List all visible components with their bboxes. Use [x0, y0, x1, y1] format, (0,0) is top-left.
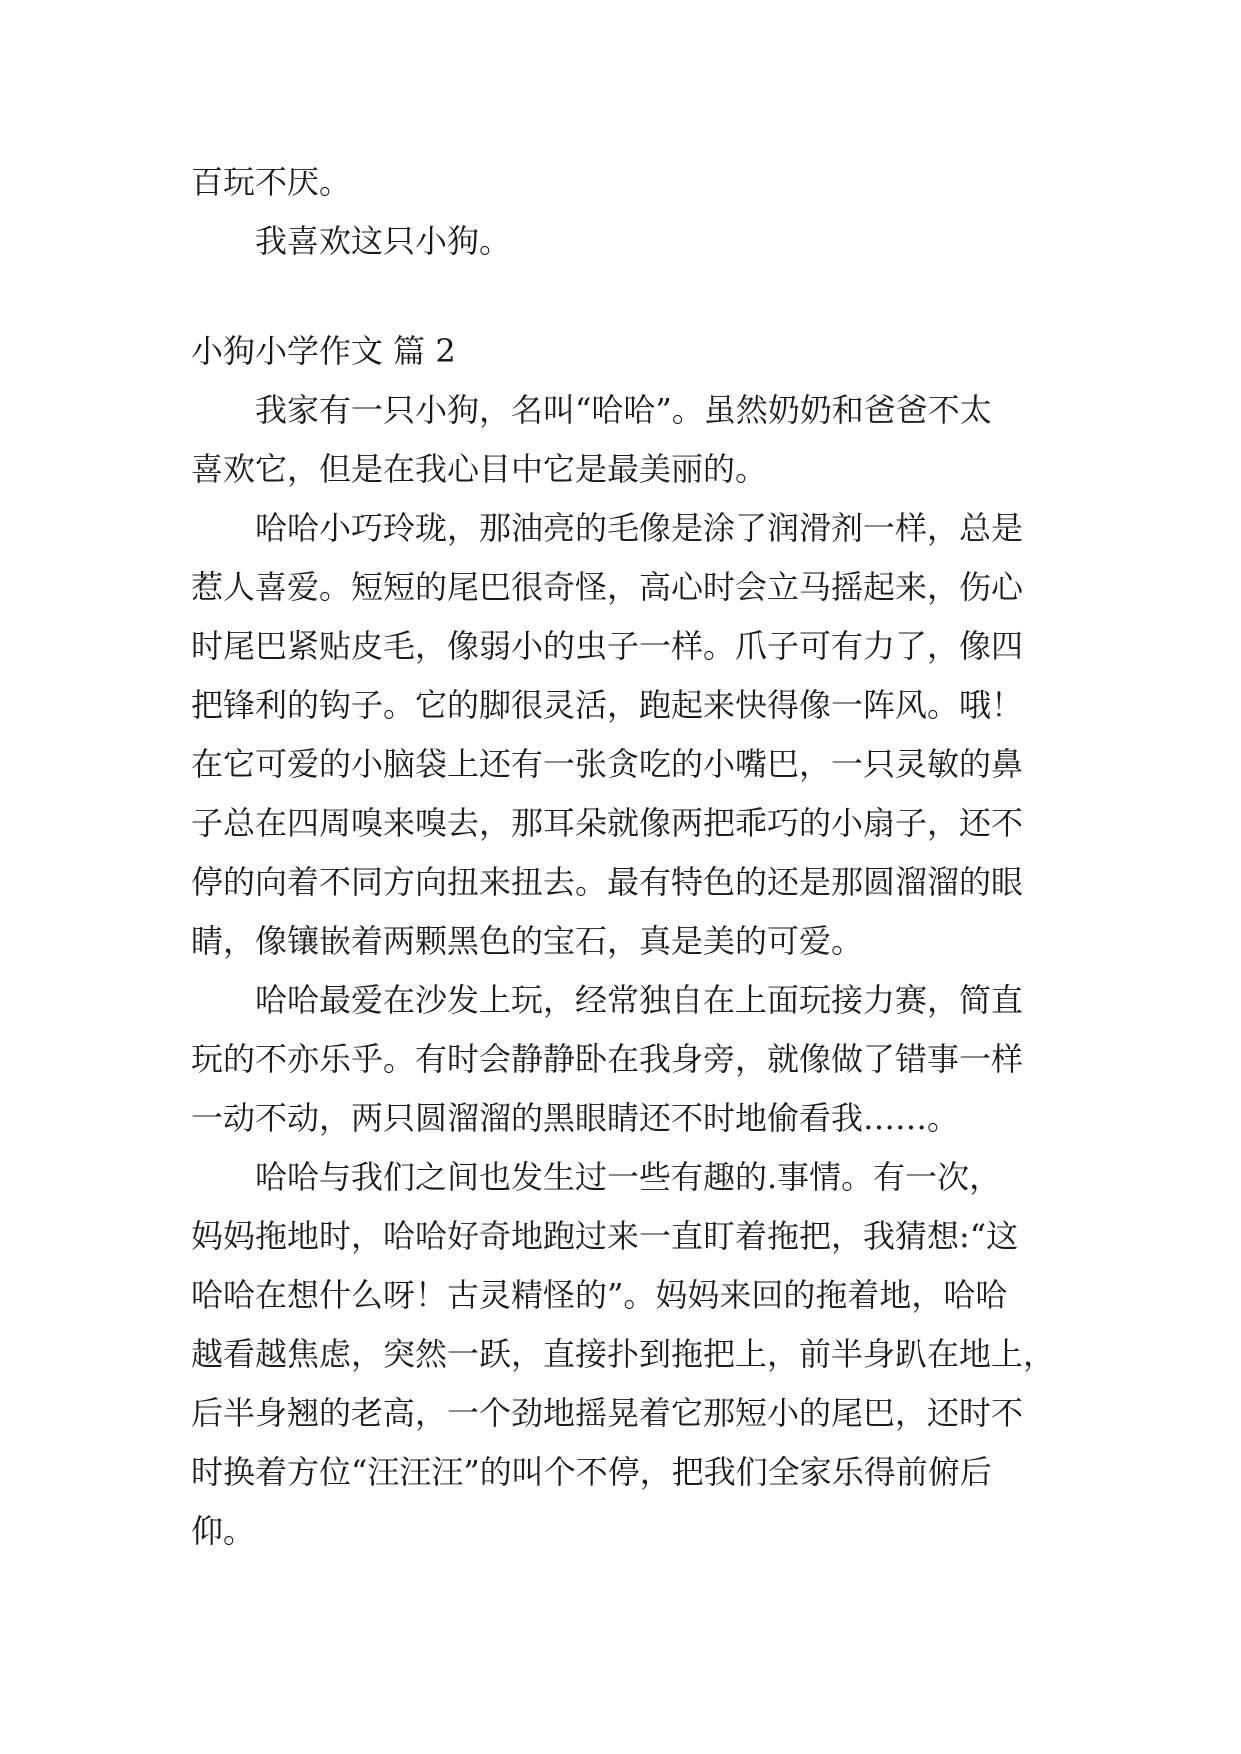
text-line: 喜欢它，但是在我心目中它是最美丽的。 [191, 450, 768, 488]
section-title: 小狗小学作文 篇 2 [191, 332, 456, 370]
text-line: 睛，像镶嵌着两颗黑色的宝石，真是美的可爱。 [191, 922, 864, 960]
text-line: 时换着方位“汪汪汪”的叫个不停，把我们全家乐得前俯后 [191, 1453, 992, 1491]
text-line: 仰。 [191, 1512, 256, 1550]
text-line: 哈哈在想什么呀！古灵精怪的”。妈妈来回的拖着地，哈哈 [191, 1276, 1008, 1314]
text-line: 把锋利的钩子。它的脚很灵活，跑起来快得像一阵风。哦！ [191, 686, 1024, 724]
text-line: 在它可爱的小脑袋上还有一张贪吃的小嘴巴，一只灵敏的鼻 [191, 745, 1024, 783]
text-line: 哈哈最爱在沙发上玩，经常独自在上面玩接力赛，简直 [255, 981, 1024, 1019]
text-line: 妈妈拖地时，哈哈好奇地跑过来一直盯着拖把，我猜想:“这 [191, 1217, 1019, 1255]
blank-line [191, 271, 1071, 322]
text-line: 百玩不厌。 [191, 163, 352, 201]
text-line: 我家有一只小狗，名叫“哈哈”。虽然奶奶和爸爸不太 [255, 391, 992, 429]
text-line: 越看越焦虑，突然一跃，直接扑到拖把上，前半身趴在地上， [191, 1335, 1056, 1373]
text-line: 后半身翘的老高，一个劲地摇晃着它那短小的尾巴，还时不 [191, 1394, 1024, 1432]
text-line: 子总在四周嗅来嗅去，那耳朵就像两把乖巧的小扇子，还不 [191, 804, 1024, 842]
text-line: 我喜欢这只小狗。 [255, 222, 512, 260]
text-line: 哈哈与我们之间也发生过一些有趣的.事情。有一次， [255, 1158, 1002, 1196]
text-line: 玩的不亦乐乎。有时会静静卧在我身旁，就像做了错事一样 [191, 1040, 1024, 1078]
text-line: 一动不动，两只圆溜溜的黑眼睛还不时地偷看我……。 [191, 1099, 960, 1137]
text-line: 哈哈小巧玲珑，那油亮的毛像是涂了润滑剂一样，总是 [255, 509, 1024, 547]
text-line: 停的向着不同方向扭来扭去。最有特色的还是那圆溜溜的眼 [191, 863, 1024, 901]
text-line: 惹人喜爱。短短的尾巴很奇怪，高心时会立马摇起来，伤心 [191, 568, 1024, 606]
document-body [191, 153, 1071, 1561]
text-line: 时尾巴紧贴皮毛，像弱小的虫子一样。爪子可有力了，像四 [191, 627, 1024, 665]
